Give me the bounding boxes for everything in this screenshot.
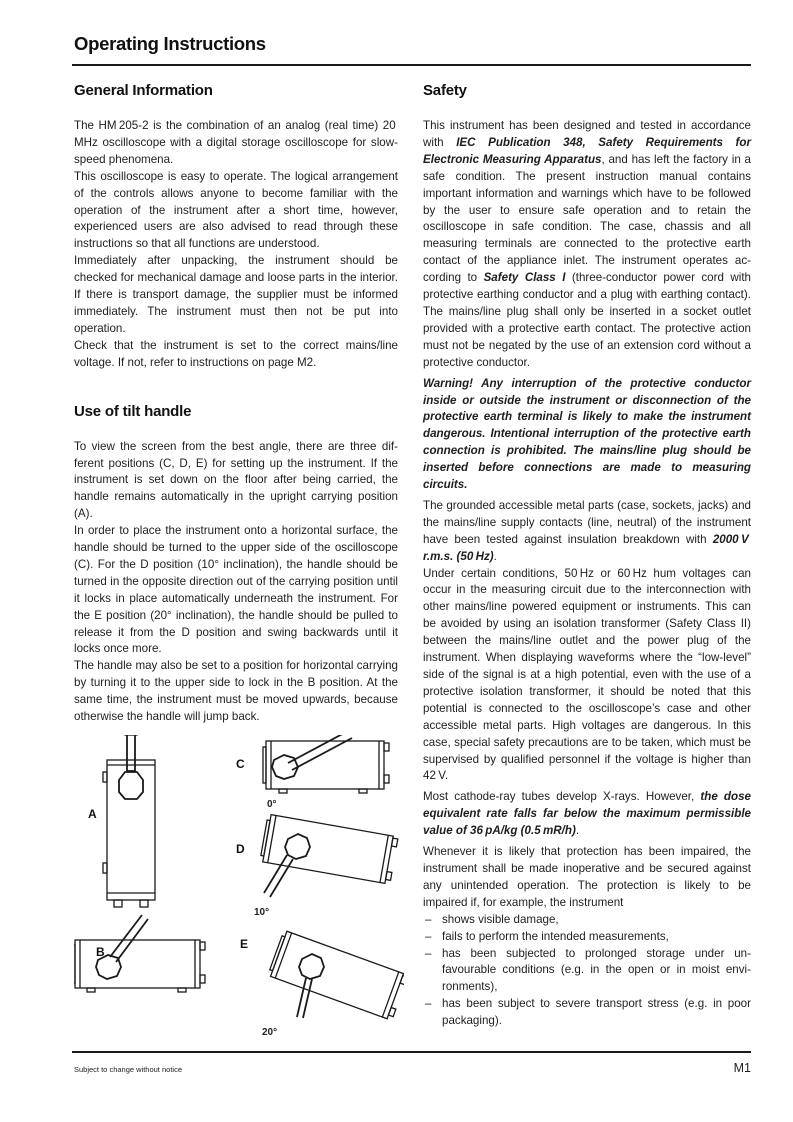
text-run: The grounded accessible metal parts (case, sockets, jacks) and the mains/line supply contacts (line, neutral) of the instrument have been tested against insulation breakdown with [423,498,751,546]
figure-label-e: E [240,937,249,951]
angle-label-d: 10° [254,907,270,918]
general-info-paragraph: The HM 205-2 is the combination of an analog (real time) 20 MHz oscilloscope with a digital storage oscilloscope for slow-speed phenomena. [74,119,398,166]
angle-label-c: 0° [267,799,277,810]
warning-paragraph: Warning! Any interruption of the protective conductor inside or outside the instrument or disconnection of the protective earth terminal is likely to make the instrument dangerous. Intentional interruption of the protective earth connection is prohibited. The mains/line plug should be inserted before connections are made to measuring circuits. [423,376,751,492]
safety-paragraph-standards [423,118,751,372]
general-info-paragraph: This oscilloscope is easy to operate. The logical arrangement of the controls allows anyone to become familiar with the operation of the instrument after a short time, however, experienced users are also advised to read through these instructions so that all functions are understood. [74,169,398,251]
text-run: Most cathode-ray tubes develop X-rays. However, [423,790,701,804]
instrument-position-d [260,814,398,884]
safety-paragraph-impaired: Whenever it is likely that protection has been impaired, the instrument shall be made inoperative and be secured against any unintended operation. The protection is likely to be impaired if, for example, the instrument [423,845,751,909]
figure-label-d: D [236,842,245,856]
figure-label-a: A [88,807,97,821]
right-column [423,82,751,1030]
safety-paragraph-insulation [423,498,751,566]
angle-label-e: 20° [262,1027,278,1038]
safety-class-reference: Safety Class I [483,271,566,285]
page-number: M1 [733,1061,751,1075]
instrument-position-e [268,930,404,1020]
impairment-conditions-list [423,912,751,1030]
instrument-position-c [263,735,389,793]
general-information-heading: General Information [74,82,213,99]
text-run: . [575,824,580,838]
tilt-handle-paragraph: In order to place the instrument onto a horizontal surface, the handle should be turned to the upper side of the oscilloscope (C). For the D position (10° inclination), the handle should be turned in the opposite direction out of the carrying position until it locks in place automatically underneath the instrument. For the E position (20° inclination), the handle should be pulled to release it from the D position and swing backwards until it locks once more. [74,524,398,656]
test-voltage-value: 2000 V r.m.s. (50 Hz) [423,532,751,563]
list-item: – fails to perform the intended measurements, [423,929,751,946]
footer-rule [72,1051,751,1053]
tilt-handle-paragraph: To view the screen from the best angle, there are three different positions (C, D, E) for setting up the instrument. If the instrument is set down on the floor after being carried, the handle remains automatically in the upright carrying position (A). [74,439,398,521]
instrument-position-a [103,735,155,907]
page-title: Operating Instructions [74,33,266,54]
text-run: . [493,549,497,563]
tilt-handle-paragraph: The handle may also be set to a position for horizontal carrying by turning it to the upper side to lock in the B position. At the same time, the instrument must be moved upwards, because otherwise the handle will jump back. [74,659,398,724]
dose-rate-statement: the dose equivalent rate falls far below the maximum permissible value of 36 pA/kg (0.5 mR/h) [423,790,751,838]
tilt-handle-figure [74,735,404,1045]
general-info-paragraph: Check that the instrument is set to the correct mains/line voltage. If not, refer to instructions on page M2. [74,338,398,369]
text-run: , and has left the factory in a safe condition. The present instruction manual contains important information and warnings which have to be followed by the user to ensure safe operation and to retain the oscilloscope in safe condition. The case, chassis and all measuring terminals are connected to the protective earth contact of the appliance inlet. The instrument operates according to [423,152,751,285]
instrument-position-b [74,915,205,992]
tilt-handle-drawings [74,735,404,1045]
header-rule [72,64,751,66]
text-run: (three-conductor power cord with protective earthing conductor and a plug with earthing contact). The mains/line plug shall only be inserted in a socket outlet provided with a protective earth contact. The protective action must not be negated by the use of an extension cord without a protective conductor. [423,271,751,369]
general-info-paragraph: Immediately after unpacking, the instrument should be checked for mechanical damage and loose parts in the interior. If there is transport damage, the supplier must be informed immediately. The instrument must then not be put into operation. [74,254,398,335]
figure-label-b: B [96,945,105,959]
left-column [74,82,398,726]
safety-heading: Safety [423,82,467,99]
safety-paragraph-hum: Under certain conditions, 50 Hz or 60 Hz hum voltages can occur in the measuring circuit due to the interconnection with other mains/line powered equipment or instruments. This can be avoided by using an isolation transformer (Safety Class II) between the mains/line outlet and the power plug of the instrument. When displaying waveforms where the “low-level” side of the signal is at a high potential, even with the use of a protective isolation transformer, it should be noted that this potential is connected to the oscilloscope’s case and other accessible metal parts. High voltages are dangerous. In this case, special safety precautions are to be taken, which must be supervised by qualified personnel if the voltage is higher than 42 V. [423,566,751,783]
footer-note: Subject to change without notice [74,1065,182,1074]
iec-publication-reference: IEC Publication 348, Safety Requirements for Electronic Measuring Apparatus [423,135,752,166]
tilt-handle-heading: Use of tilt handle [74,402,192,420]
safety-paragraph-xray [423,789,751,840]
list-item: – has been subjected to prolonged storage under unfavourable conditions (e.g. in the open or in moist environments), [423,946,751,997]
text-run: This instrument has been designed and tested in accordance with [423,119,751,149]
handle-position-e [297,954,324,1018]
figure-label-c: C [236,757,245,771]
list-item: – shows visible damage, [423,912,751,929]
list-item: – has been subject to severe transport stress (e.g. in poor packaging). [423,996,751,1030]
